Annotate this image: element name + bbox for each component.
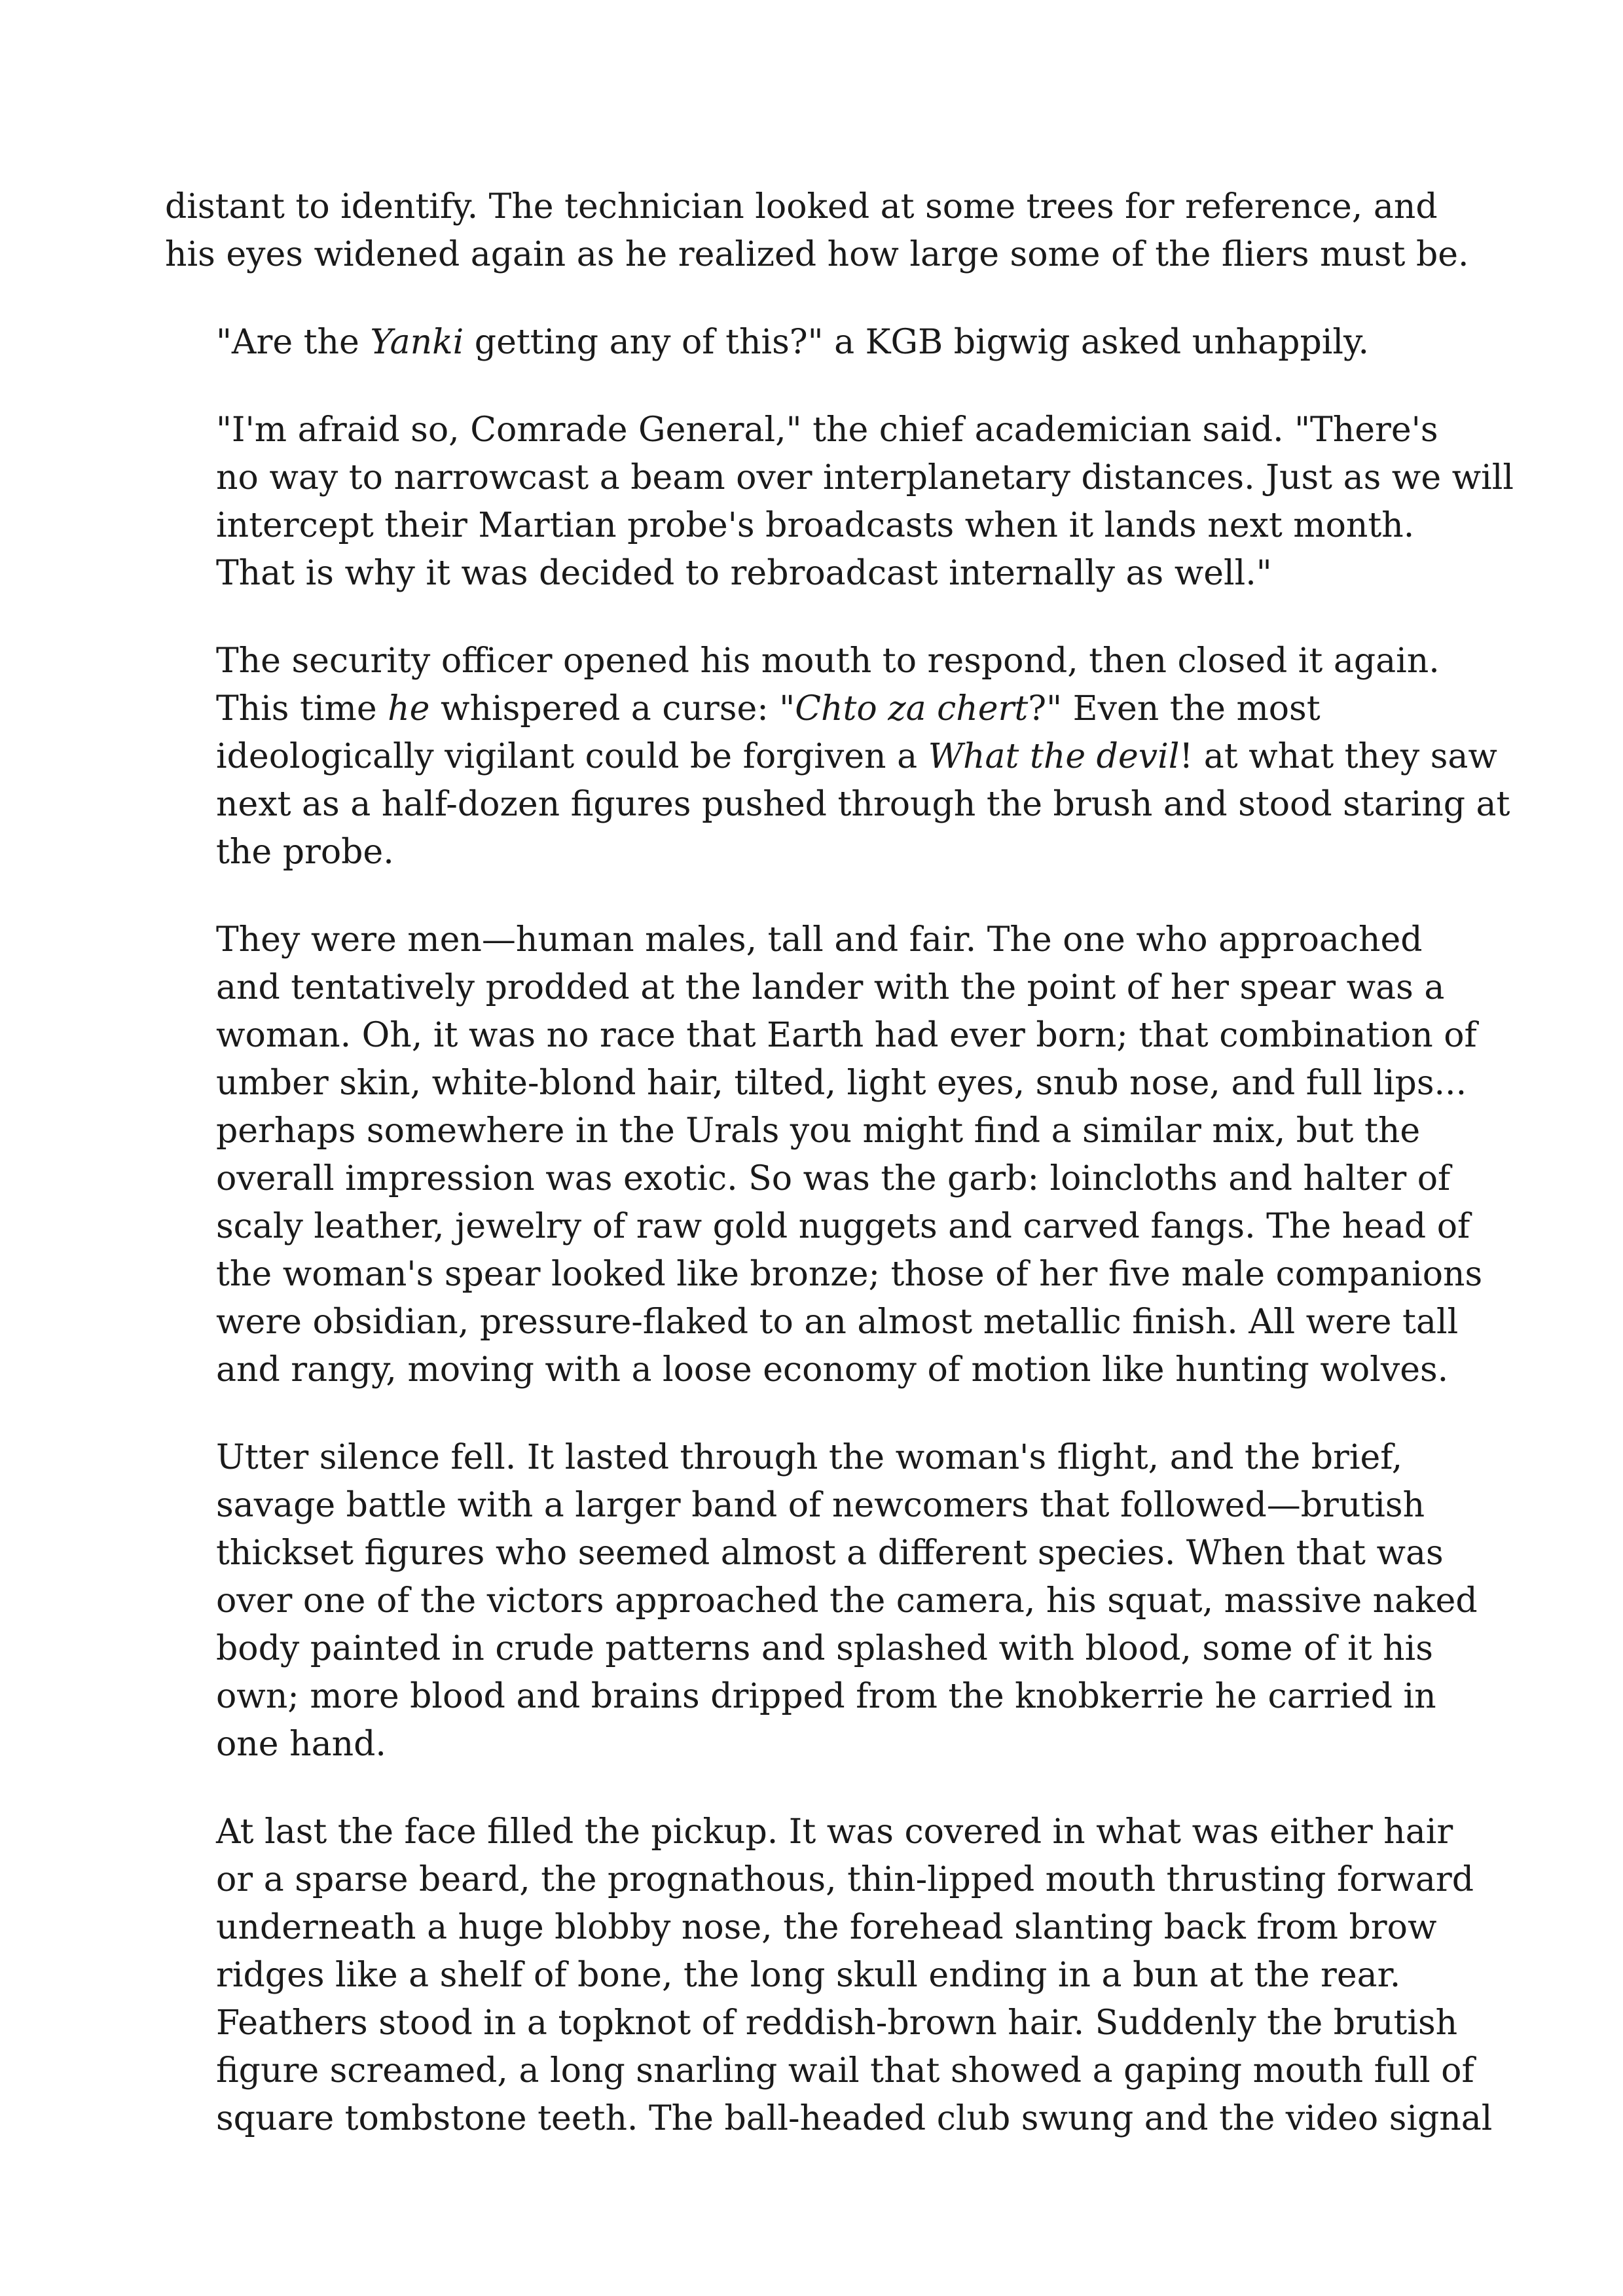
paragraph [165,637,1510,876]
text-run: That is why it was decided to rebroadcast internally as well." [216,554,1272,593]
text-line [165,1530,1474,1577]
text-run: and rangy, moving with a loose economy of motion like hunting wolves. [216,1350,1449,1390]
text-run: woman. Oh, it was no race that Earth had ever born; that combination of [216,1016,1477,1055]
text-line [165,1673,1474,1721]
text-run: The security officer opened his mouth to respond, then closed it again. [216,641,1440,681]
text-run: figure screamed, a long snarling wail that showed a gaping mouth full of [216,2051,1474,2090]
text-run: "I'm afraid so, Comrade General," the chief academician said. "There's [216,410,1438,450]
text-run: the woman's spear looked like bronze; those of her five male companions [216,1255,1483,1294]
text-line [165,964,1474,1012]
paragraph [165,183,1474,279]
text-run: and tentatively prodded at the lander with the point of her spear was a [216,968,1445,1007]
text-line [165,1060,1474,1107]
paragraph [165,319,1474,367]
italic-text: Chto za chert [795,689,1029,728]
text-line [165,1856,1474,1904]
text-run: own; more blood and brains dripped from the knobkerrie he carried in [216,1677,1436,1716]
text-run: distant to identify. The technician looked at some trees for reference, and [165,187,1438,226]
paragraph [165,406,1514,598]
text-line [165,1107,1474,1155]
text-run: next as a half-dozen figures pushed through the brush and stood staring at [216,785,1510,824]
text-line [165,1203,1474,1251]
text-line [165,829,1474,876]
text-line [165,733,1497,781]
text-run: Feathers stood in a topknot of reddish-brown hair. Suddenly the brutish [216,2003,1458,2043]
text-run: intercept their Martian probe's broadcasts when it lands next month. [216,506,1415,545]
text-line [165,1808,1474,1856]
text-run: savage battle with a larger band of newcomers that followed—brutish [216,1486,1425,1525]
text-line [165,1625,1474,1673]
text-line [165,916,1474,964]
text-line [165,637,1474,685]
text-line [165,781,1510,829]
text-line [165,1904,1474,1952]
text-run: body painted in crude patterns and splashed with blood, some of it his [216,1629,1433,1668]
text-line [165,1155,1474,1203]
paragraph [165,1434,1478,1768]
text-line [165,231,1474,279]
text-run: umber skin, white-blond hair, tilted, light eyes, snub nose, and full lips... [216,1064,1467,1103]
text-run: ideologically vigilant could be forgiven a [216,737,928,776]
text-run: Utter silence fell. It lasted through the woman's flight, and the brief, [216,1438,1403,1477]
text-line [165,1721,1474,1768]
text-line [165,1251,1483,1299]
text-run: ?" Even the most [1028,689,1321,728]
text-run: were obsidian, pressure-flaked to an almost metallic finish. All were tall [216,1302,1459,1342]
text-line [165,1012,1477,1060]
text-line [165,406,1474,454]
text-run: At last the face filled the pickup. It was covered in what was either hair [216,1812,1453,1852]
text-run: ! at what they saw [1179,737,1497,776]
text-line [165,1299,1474,1346]
text-line [165,1346,1474,1394]
text-run: underneath a huge blobby nose, the forehead slanting back from brow [216,1908,1437,1947]
text-run: getting any of this?" a KGB bigwig asked unhappily. [464,323,1370,362]
text-run: thickset figures who seemed almost a different species. When that was [216,1534,1444,1573]
text-line [165,550,1474,598]
text-line [165,183,1474,231]
text-run: his eyes widened again as he realized how large some of the fliers must be. [165,235,1469,274]
text-run: the probe. [216,833,394,872]
text-run: square tombstone teeth. The ball-headed club swung and the video signal [216,2099,1493,2138]
text-line [165,1434,1474,1482]
paragraph [165,1808,1493,2143]
text-line [165,1482,1474,1530]
text-run: "Are the [216,323,371,362]
italic-text: he [388,689,430,728]
text-run: They were men—human males, tall and fair. The one who approached [216,920,1423,960]
paragraph [165,916,1483,1394]
text-line [165,685,1474,733]
text-run: This time [216,689,388,728]
body-text [165,183,1514,2183]
text-line [165,502,1474,550]
text-run: perhaps somewhere in the Urals you might find a similar mix, but the [216,1111,1421,1151]
text-run: ridges like a shelf of bone, the long skull ending in a bun at the rear. [216,1956,1401,1995]
text-run: scaly leather, jewelry of raw gold nuggets and carved fangs. The head of [216,1207,1470,1246]
italic-text: Yanki [370,323,464,362]
text-line [165,319,1474,367]
italic-text: What the devil [928,737,1180,776]
text-line [165,1577,1478,1625]
text-run: overall impression was exotic. So was the garb: loincloths and halter of [216,1159,1451,1198]
text-run: over one of the victors approached the camera, his squat, massive naked [216,1581,1478,1621]
text-line [165,2047,1474,2095]
text-run: one hand. [216,1725,386,1764]
text-run: or a sparse beard, the prognathous, thin-lipped mouth thrusting forward [216,1860,1474,1899]
text-line [165,2000,1474,2047]
text-run: whispered a curse: " [429,689,795,728]
text-line [165,2095,1493,2143]
text-line [165,1952,1474,2000]
text-line [165,454,1514,502]
text-run: no way to narrowcast a beam over interplanetary distances. Just as we will [216,458,1514,497]
